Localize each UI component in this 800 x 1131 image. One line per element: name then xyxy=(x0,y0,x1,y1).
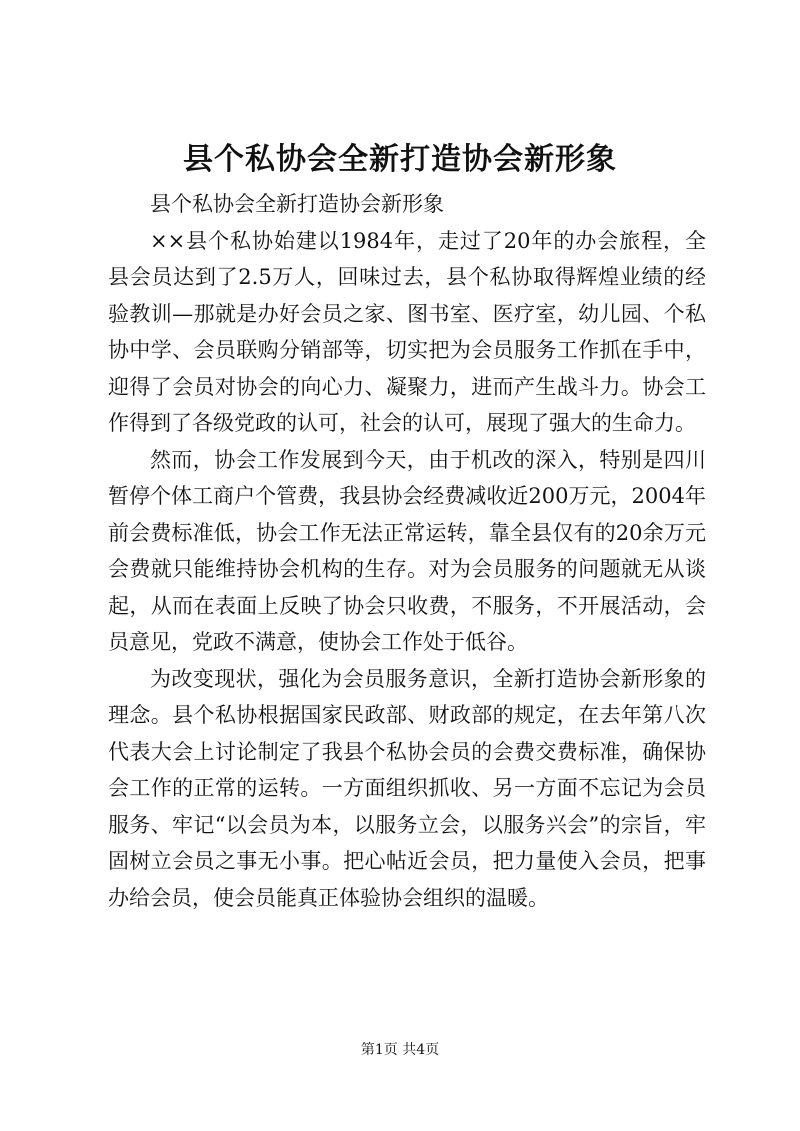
body-paragraph: 然而，协会工作发展到今天，由于机改的深入，特别是四川暂停个体工商户个管费，我县协会经费减收近200万元，2004年前会费标准低，协会工作无法正常运转，靠全县仅有的20余万元会费就只能维持协会机构的生存。对为会员服务的问题就无从谈起，从而在表面上反映了协会只收费，不服务，不开展活动，会员意见，党政不满意，使协会工作处于低谷。 xyxy=(108,447,706,654)
body-paragraph: ××县个私协始建以1984年，走过了20年的办会旅程，全县会员达到了2.5万人，回味过去，县个私协取得辉煌业绩的经验教训—那就是办好会员之家、图书室、医疗室，幼儿园、个私协中学、会员联购分销部等，切实把为会员服务工作抓在手中，迎得了会员对协会的向心力、凝聚力，进而产生战斗力。协会工作得到了各级党政的认可，社会的认可，展现了强大的生命力。 xyxy=(108,228,706,435)
body-paragraph: 县个私协会全新打造协会新形象 xyxy=(150,192,444,216)
page-footer: 第1页 共4页 xyxy=(360,1042,440,1058)
document-body xyxy=(108,186,706,916)
body-paragraph: 为改变现状，强化为会员服务意识，全新打造协会新形象的理念。县个私协根据国家民政部、财政部的规定，在去年第八次代表大会上讨论制定了我县个私协会员的会费交费标准，确保协会工作的正常的运转。一方面组织抓收、另一方面不忘记为会员服务、牢记“以会员为本，以服务立会，以服务兴会”的宗旨，牢固树立会员之事无小事。把心帖近会员，把力量使入会员，把事办给会员，使会员能真正体验协会组织的温暖。 xyxy=(108,666,706,910)
document-title: 县个私协会全新打造协会新形象 xyxy=(183,142,617,177)
